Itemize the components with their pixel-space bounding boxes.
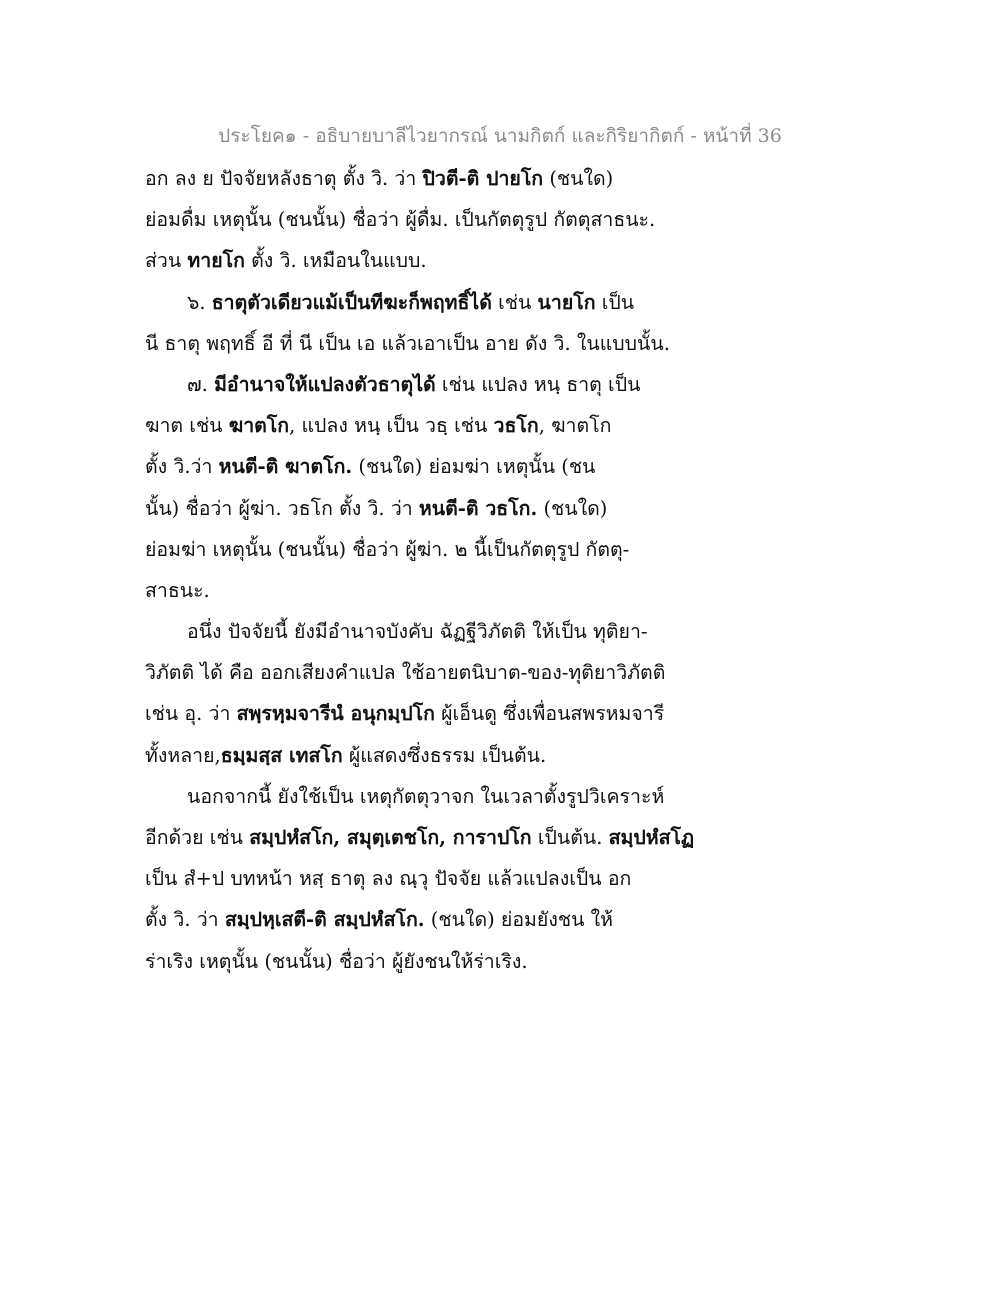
text-segment: , ฆาตโก xyxy=(538,414,612,438)
bold-term: สมฺปหฺเสตี-ติ สมฺปหํสโก. xyxy=(224,908,425,932)
text-line xyxy=(145,735,705,776)
text-segment: อีกด้วย เช่น xyxy=(145,826,250,849)
text-segment: ย่อมฆ่า เหตุนั้น (ชนนั้น) ชื่อว่า ผู้ฆ่า. ๒ นี้เป็นกัตตุรูป กัตตุ- xyxy=(145,537,630,561)
text-segment: เช่น xyxy=(491,290,538,314)
text-segment: อนึ่ง ปัจจัยนี้ ยังมีอำนาจบังคับ ฉัฏฐีวิภัตติ ให้เป็น ทุติยา- xyxy=(187,620,648,644)
text-segment: ร่าเริง เหตุนั้น (ชนนั้น) ชื่อว่า ผู้ยังชนให้ร่าเริง. xyxy=(145,949,528,973)
bold-term: ธมฺมสฺส เทสโก xyxy=(220,743,343,767)
bold-term: วธโก xyxy=(493,414,539,438)
bold-term: ฆาตโก xyxy=(228,414,290,438)
text-line xyxy=(145,693,705,734)
text-segment: นี ธาตุ พฤทธิ์ อี ที่ นี เป็น เอ แล้วเอาเป็น อาย ดัง วิ. ในแบบนั้น. xyxy=(145,331,670,355)
bold-term: ปิวตี-ติ ปายโก xyxy=(422,167,544,190)
bold-term: สมฺปหํสโก, สมุตฺเตชโก, การาปโก xyxy=(249,826,532,849)
text-line xyxy=(145,570,705,611)
body-text xyxy=(145,158,705,982)
bold-term: ธาตุตัวเดียวแม้เป็นทีฆะก็พฤทธิ์ได้ xyxy=(211,290,492,314)
text-segment: เช่น แปลง หนฺ ธาตุ เป็น xyxy=(435,372,641,396)
text-line xyxy=(145,652,705,693)
bold-term: สพฺรหฺมจารีนํ อนุกมฺปโก xyxy=(236,702,435,726)
text-line xyxy=(145,776,705,817)
text-segment: ผู้แสดงซึ่งธรรม เป็นต้น. xyxy=(342,743,547,767)
text-segment: (ชนใด) ย่อมยังชน ให้ xyxy=(424,908,614,932)
text-segment: ๖. xyxy=(187,290,212,314)
page-header: ประโยค๑ - อธิบายบาลีไวยากรณ์ นามกิตก์ และกิริยากิตก์ - หน้าที่ 36 xyxy=(218,125,782,147)
text-segment: , แปลง หนฺ เป็น วธฺ เช่น xyxy=(289,414,494,438)
text-segment: ๗. xyxy=(187,372,215,396)
text-segment: ทั้งหลาย, xyxy=(145,743,221,767)
text-segment: วิภัตติ ได้ คือ ออกเสียงคำแปล ใช้อายตนิบาต-ของ-ทุติยาวิภัตติ xyxy=(145,661,666,685)
text-line xyxy=(145,364,705,405)
text-segment: (ชนใด) xyxy=(537,496,608,520)
text-segment: เป็น สํ+ป บทหน้า หสฺ ธาตุ ลง ณฺวุ ปัจจัย แล้วแปลงเป็น อก xyxy=(145,867,632,891)
text-segment: เป็นต้น. xyxy=(531,826,609,849)
text-line xyxy=(145,611,705,652)
text-line xyxy=(145,282,705,323)
bold-term: สมฺปหํสโฏ xyxy=(608,826,695,849)
text-segment: สาธนะ. xyxy=(145,578,210,602)
text-segment: เป็น xyxy=(595,290,635,314)
text-line xyxy=(145,858,705,899)
bold-term: ทายโก xyxy=(187,249,245,273)
text-line xyxy=(145,446,705,487)
bold-term: หนตี-ติ ฆาตโก. xyxy=(218,455,353,479)
text-line xyxy=(145,323,705,364)
text-segment: ผู้เอ็นดู ซึ่งเพื่อนสพรหมจารี xyxy=(434,702,665,726)
text-line xyxy=(145,899,705,940)
text-segment: นั้น) ชื่อว่า ผู้ฆ่า. วธโก ตั้ง วิ. ว่า xyxy=(145,496,419,520)
text-line xyxy=(145,817,705,858)
text-line xyxy=(145,199,705,240)
text-segment: ตั้ง วิ. ว่า xyxy=(145,908,225,932)
text-segment: เช่น อุ. ว่า xyxy=(145,702,237,726)
text-line xyxy=(145,158,705,199)
text-segment: ย่อมดื่ม เหตุนั้น (ชนนั้น) ชื่อว่า ผู้ดื่ม. เป็นกัตตุรูป กัตตุสาธนะ. xyxy=(145,208,656,232)
bold-term: หนตี-ติ วธโก. xyxy=(418,496,538,520)
text-segment: (ชนใด) xyxy=(543,167,614,190)
text-line xyxy=(145,405,705,446)
text-line xyxy=(145,941,705,982)
text-line xyxy=(145,529,705,570)
text-line xyxy=(145,240,705,281)
text-segment: ตั้ง วิ.ว่า xyxy=(145,455,219,479)
text-segment: (ชนใด) ย่อมฆ่า เหตุนั้น (ชน xyxy=(352,455,596,479)
text-segment: ฆาต เช่น xyxy=(145,414,229,438)
bold-term: มีอำนาจให้แปลงตัวธาตุได้ xyxy=(214,372,436,396)
text-segment: ส่วน xyxy=(145,249,188,273)
text-segment: นอกจากนี้ ยังใช้เป็น เหตุกัตตุวาจก ในเวลาตั้งรูปวิเคราะห์ xyxy=(187,784,665,808)
text-line xyxy=(145,488,705,529)
text-segment: ตั้ง วิ. เหมือนในแบบ. xyxy=(244,249,427,273)
bold-term: นายโก xyxy=(537,290,596,314)
text-segment: อก ลง ย ปัจจัยหลังธาตุ ตั้ง วิ. ว่า xyxy=(145,167,423,190)
